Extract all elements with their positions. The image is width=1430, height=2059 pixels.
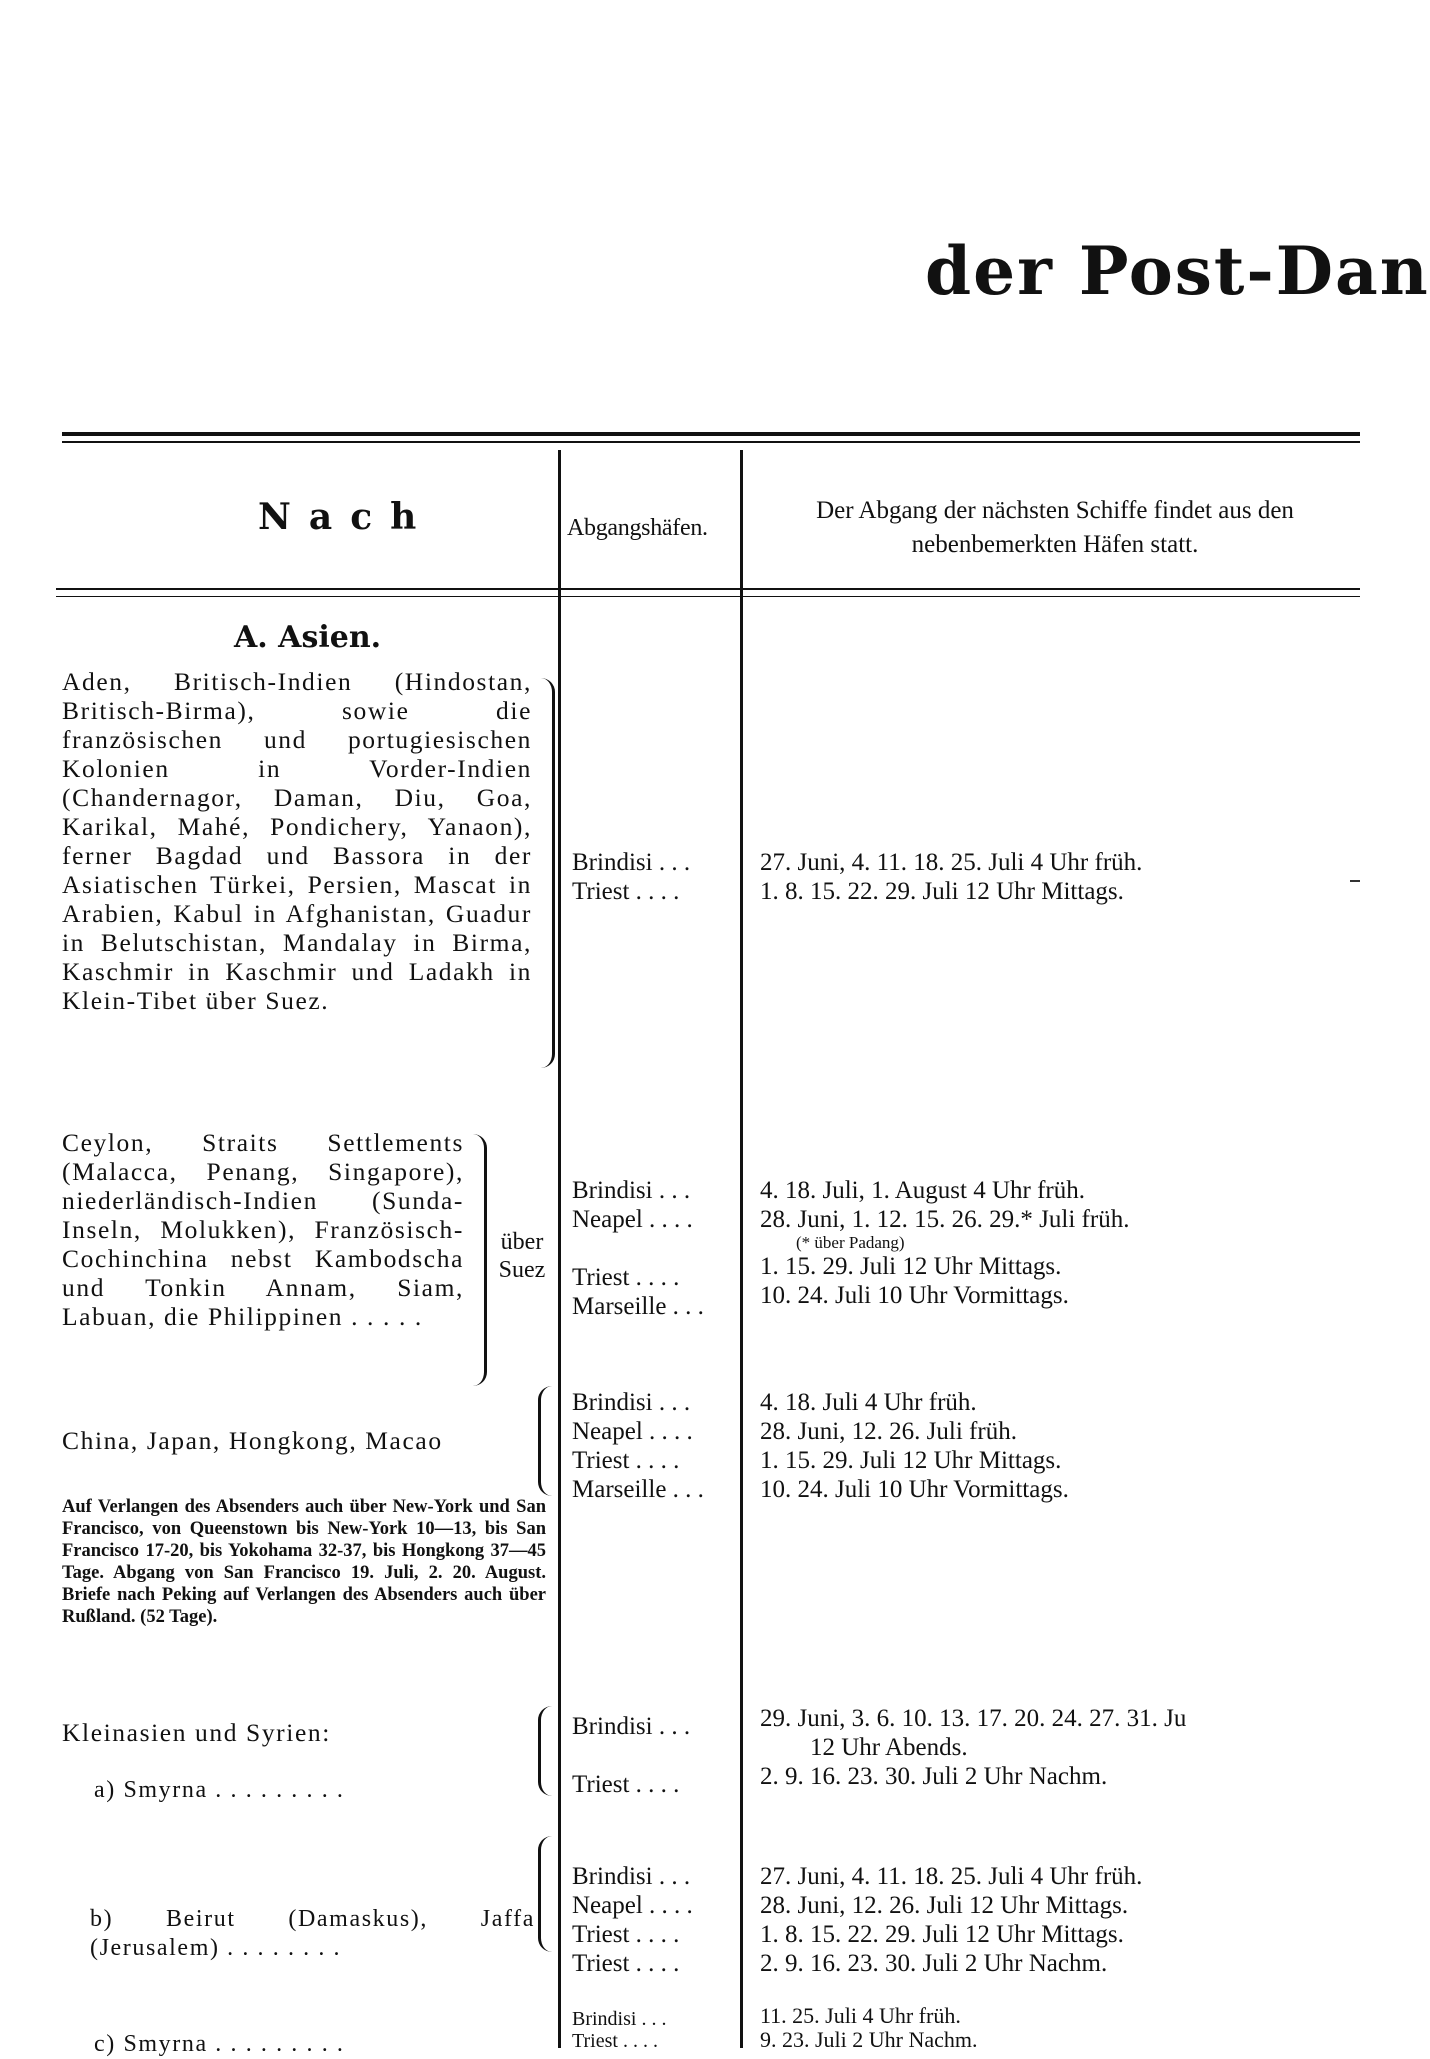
brace — [470, 1134, 487, 1386]
destination-text: Aden, Britisch-Indien (Hindostan, Britisch-Birma), sowie die französischen und portugiesischen Kolonien in Vorder-Indien (Chandernagor, Daman, Diu, Goa, Karikal, Mahé, Pondichery, Yanaon), ferner Bagdad und Bassora in der Asiatischen Türkei, Persien, Mascat in Arabien, Kabul in Afghanistan, Guadur in Belutschistan, Mandalay in Birma, Kaschmir in Kaschmir und Ladakh in Klein-Tibet über Suez. — [62, 667, 532, 1015]
departures-list — [760, 848, 1142, 906]
departure-line: 9. 23. Juli 2 Uhr Nachm. — [760, 2027, 978, 2052]
departure-line: 28. Juni, 1. 12. 15. 26. 29.* Juli früh. — [760, 1206, 1130, 1233]
header-rule — [56, 588, 1360, 590]
departures-list — [760, 1388, 1069, 1504]
column-divider-2 — [740, 450, 743, 2048]
departure-line: 28. Juni, 12. 26. Juli 12 Uhr Mittags. — [760, 1892, 1129, 1919]
departure-line: 2. 9. 16. 23. 30. Juli 2 Uhr Nachm. — [760, 1763, 1108, 1790]
header-rule-2 — [56, 596, 1360, 597]
departure-line: 4. 18. Juli, 1. August 4 Uhr früh. — [760, 1177, 1085, 1204]
top-rule-thin — [62, 441, 1360, 443]
ports-list: Brindisi . . . Triest . . . . — [572, 2008, 667, 2052]
destination-text: c) Smyrna . . . . . . . . . — [94, 2031, 345, 2057]
departures-list — [760, 1176, 1129, 1310]
departure-line: 28. Juni, 12. 26. Juli früh. — [760, 1418, 1017, 1445]
departures-list — [760, 2004, 978, 2052]
ports-list: Brindisi . . . Neapel . . . . Triest . . . . Marseille . . . — [572, 1389, 704, 1503]
departure-line: 27. Juni, 4. 11. 18. 25. Juli 4 Uhr früh. — [760, 1863, 1143, 1890]
column-divider-1 — [558, 450, 561, 2048]
ports-list: Brindisi . . . Triest . . . . — [572, 1713, 691, 1798]
destination-text: b) Beirut (Damaskus), Jaffa (Jerusalem) . . . . . . . . — [90, 1906, 535, 1961]
brace — [538, 678, 555, 1068]
via-label: über Suez — [498, 1229, 546, 1283]
departure-line: 4. 18. Juli 4 Uhr früh. — [760, 1389, 977, 1416]
departure-line: 27. Juni, 4. 11. 18. 25. Juli 4 Uhr früh. — [760, 849, 1143, 876]
header-destination: Nach — [258, 496, 435, 538]
header-ports: Abgangshäfen. — [567, 515, 708, 541]
destination-text: China, Japan, Hongkong, Macao — [62, 1426, 443, 1455]
header-departures: Der Abgang der nächsten Schiffe findet aus den nebenbemerkten Häfen statt. — [816, 497, 1294, 558]
departure-footnote: (* über Padang) — [796, 1233, 905, 1252]
section-heading: A. Asien. — [234, 620, 382, 655]
brace — [538, 1836, 555, 1952]
footnote-text: Auf Verlangen des Absenders auch über New-York und San Francisco, von Queenstown bis New-York 10—13, bis San Francisco 17-20, bis Yokohama 32-37, bis Hongkong 37—45 Tage. Abgang von San Francisco 19. Juli, 2. 20. August. Briefe nach Peking auf Verlangen des Absenders auch über Rußland. (52 Tage). — [62, 1497, 546, 1627]
departure-line: 1. 8. 15. 22. 29. Juli 12 Uhr Mittags. — [760, 1921, 1124, 1948]
top-rule-thick — [62, 432, 1360, 436]
destination-text: Ceylon, Straits Settlements (Malacca, Penang, Singapore), niederländisch-Indien (Sunda-Inseln, Molukken), Französisch-Cochinchina nebst Kambodscha und Tonkin Annam, Siam, Labuan, die Philippinen . . . . . — [62, 1128, 464, 1331]
brace — [538, 1386, 555, 1496]
brace — [538, 1706, 555, 1796]
departure-line: 1. 15. 29. Juli 12 Uhr Mittags. — [760, 1253, 1062, 1280]
destination-text: Kleinasien und Syrien: — [62, 1718, 331, 1747]
departure-line: 1. 8. 15. 22. 29. Juli 12 Uhr Mittags. — [760, 878, 1124, 905]
departures-list — [760, 1862, 1142, 1978]
ports-list: Brindisi . . . Neapel . . . . Triest . . . . Marseille . . . — [572, 1177, 704, 1320]
departure-line: 10. 24. Juli 10 Uhr Vormittags. — [760, 1282, 1069, 1309]
departure-line: 29. Juni, 3. 6. 10. 13. 17. 20. 24. 27. 31. Ju — [760, 1705, 1187, 1732]
departures-list — [760, 1704, 1186, 1791]
dash — [1350, 880, 1360, 882]
page-title: der Post-Dan — [925, 232, 1430, 310]
departure-line: 2. 9. 16. 23. 30. Juli 2 Uhr Nachm. — [760, 1950, 1108, 1977]
departure-line: 1. 15. 29. Juli 12 Uhr Mittags. — [760, 1447, 1062, 1474]
ports-list: Brindisi . . . Triest . . . . — [572, 849, 691, 905]
departure-line: 12 Uhr Abends. — [810, 1734, 968, 1761]
ports-list: Brindisi . . . Neapel . . . . Triest . . . . Triest . . . . — [572, 1863, 693, 1977]
departure-line: 11. 25. Juli 4 Uhr früh. — [760, 2003, 961, 2028]
destination-text: a) Smyrna . . . . . . . . . — [94, 1777, 345, 1803]
departure-line: 10. 24. Juli 10 Uhr Vormittags. — [760, 1476, 1069, 1503]
